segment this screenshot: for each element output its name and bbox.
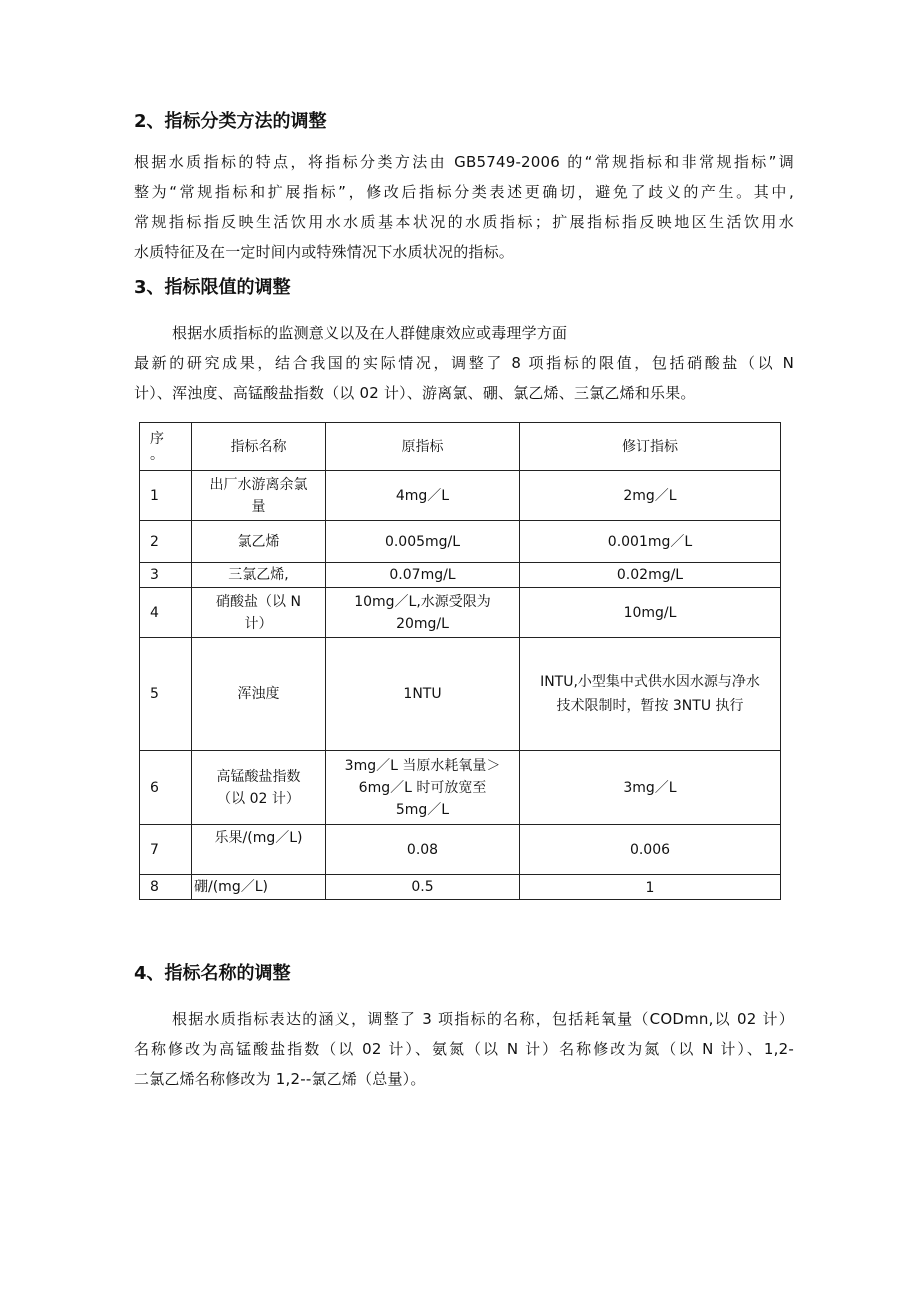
- cell-revised: 2mg／L: [520, 471, 781, 521]
- cell-revised: 0.001mg／L: [520, 521, 781, 563]
- cell-original: 3mg／L 当原水耗氧量＞ 6mg／L 时可放宽至 5mg／L: [326, 751, 520, 825]
- cell-no: 1: [140, 471, 192, 521]
- cell-name: 浑浊度: [192, 638, 326, 751]
- section-2-heading: 2、指标分类方法的调整: [134, 111, 327, 132]
- body-line: 水质特征及在一定时间内或特殊情况下水质状况的指标。: [134, 243, 515, 261]
- cell-revised: 1: [520, 875, 781, 900]
- table-row: [140, 588, 781, 638]
- cell-revised: 0.006: [520, 825, 781, 875]
- section-3-body: [134, 318, 794, 408]
- cell-name: 硝酸盐（以 N 计）: [192, 588, 326, 638]
- cell-no: 2: [140, 521, 192, 563]
- table-row: [140, 875, 781, 900]
- table-row: [140, 638, 781, 751]
- body-line: 计）、浑浊度、高锰酸盐指数（以 02 计）、游离氯、硼、氯乙烯、三氯乙烯和乐果。: [134, 384, 696, 402]
- cell-original: 1NTU: [326, 638, 520, 751]
- header-no: 序 。: [140, 423, 192, 471]
- cell-name: 氯乙烯: [192, 521, 326, 563]
- cell-no: 3: [140, 563, 192, 588]
- header-original: 原指标: [326, 423, 520, 471]
- cell-name: 硼/(mg／L): [192, 875, 326, 900]
- cell-original: 4mg／L: [326, 471, 520, 521]
- cell-revised: INTU,小型集中式供水因水源与净水 技术限制时，暂按 3NTU 执行: [520, 638, 781, 751]
- cell-no: 8: [140, 875, 192, 900]
- section-4-heading: 4、指标名称的调整: [134, 963, 291, 984]
- header-revised: 修订指标: [520, 423, 781, 471]
- table-row: [140, 471, 781, 521]
- body-line: 根据水质指标表达的涵义，调整了 3 项指标的名称，包括耗氧量（CODmn,以 02 计）: [172, 1010, 794, 1028]
- section-4-body: [134, 1004, 794, 1094]
- cell-no: 6: [140, 751, 192, 825]
- cell-original: 0.08: [326, 825, 520, 875]
- cell-name: 高锰酸盐指数 （以 02 计）: [192, 751, 326, 825]
- limits-table: [139, 422, 781, 900]
- cell-original: 0.07mg/L: [326, 563, 520, 588]
- table-row: [140, 751, 781, 825]
- section-2-body: [134, 147, 794, 267]
- cell-name: 三氯乙烯,: [192, 563, 326, 588]
- cell-revised: 3mg／L: [520, 751, 781, 825]
- cell-no: 7: [140, 825, 192, 875]
- body-line: 最新的研究成果，结合我国的实际情况，调整了 8 项指标的限值，包括硝酸盐（以 N: [134, 354, 794, 372]
- body-line: 名称修改为高锰酸盐指数（以 02 计）、氨氮（以 N 计）名称修改为氮（以 N 计）、1,2-: [134, 1040, 794, 1058]
- table-header-row: [140, 423, 781, 471]
- cell-revised: 10mg/L: [520, 588, 781, 638]
- cell-original: 0.005mg/L: [326, 521, 520, 563]
- table-row: [140, 563, 781, 588]
- body-line: 常规指标指反映生活饮用水水质基本状况的水质指标；扩展指标指反映地区生活饮用水: [134, 213, 794, 231]
- cell-revised: 0.02mg/L: [520, 563, 781, 588]
- cell-no: 5: [140, 638, 192, 751]
- section-3-heading: 3、指标限值的调整: [134, 277, 291, 298]
- body-line: 根据水质指标的监测意义以及在人群健康效应或毒理学方面: [172, 324, 568, 342]
- cell-name: 乐果/(mg／L): [192, 825, 326, 875]
- body-line: 根据水质指标的特点，将指标分类方法由 GB5749-2006 的“常规指标和非常规指标”调: [134, 153, 794, 171]
- table-row: [140, 825, 781, 875]
- header-name: 指标名称: [192, 423, 326, 471]
- body-line: 二氯乙烯名称修改为 1,2--氯乙烯（总量）。: [134, 1070, 426, 1088]
- cell-name: 出厂水游离余氯 量: [192, 471, 326, 521]
- cell-original: 10mg／L,水源受限为 20mg/L: [326, 588, 520, 638]
- body-line: 整为“常规指标和扩展指标”，修改后指标分类表述更确切，避免了歧义的产生。其中,: [134, 183, 794, 201]
- cell-no: 4: [140, 588, 192, 638]
- table-row: [140, 521, 781, 563]
- cell-original: 0.5: [326, 875, 520, 900]
